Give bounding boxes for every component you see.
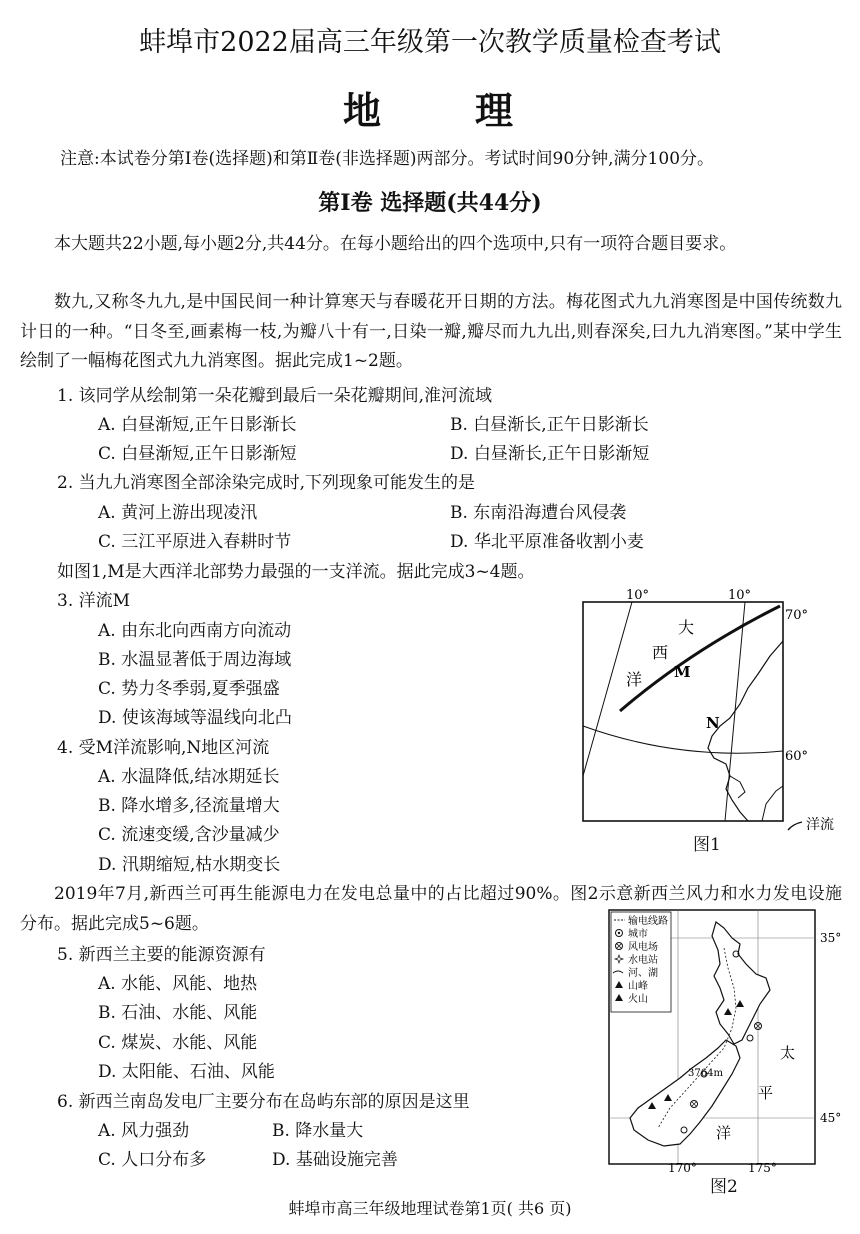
question-1-option-b: B. 白昼渐长,正午日影渐长 (450, 415, 649, 435)
fig2-legend-volcano: 火山 (628, 994, 648, 1005)
question-3-option-b: B. 水温显著低于周边海域 (98, 650, 292, 670)
question-5-option-c: C. 煤炭、水能、风能 (98, 1033, 258, 1053)
fig1-char-xi: 西 (652, 643, 669, 662)
section-heading: 第Ⅰ卷 选择题(共44分) (318, 190, 542, 216)
question-1-option-a: A. 白昼渐短,正午日影渐长 (98, 415, 297, 435)
question-5-option-b: B. 石油、水能、风能 (98, 1003, 258, 1023)
fig2-legend-river-lake: 河、湖 (628, 968, 658, 979)
fig2-legend-city: 城市 (628, 929, 648, 940)
question-5-stem: 5. 新西兰主要的能源资源有 (57, 945, 266, 965)
question-3-stem: 3. 洋流M (57, 591, 131, 611)
question-1-stem: 1. 该同学从绘制第一朵花瓣到最后一朵花瓣期间,淮河流域 (57, 386, 493, 406)
question-2-option-c: C. 三江平原进入春耕时节 (98, 532, 292, 552)
fig2-char-yang: 洋 (716, 1124, 732, 1142)
question-5-option-d: D. 太阳能、石油、风能 (98, 1062, 275, 1082)
figure-2-caption: 图2 (710, 1177, 738, 1197)
fig1-char-da: 大 (678, 618, 695, 637)
subject-char-1: 地 (342, 88, 385, 133)
subject-title (0, 80, 860, 135)
passage-2: 如图1,M是大西洋北部势力最强的一支洋流。据此完成3~4题。 (57, 562, 535, 582)
question-2-option-a: A. 黄河上游出现凌汛 (98, 503, 258, 523)
question-6-option-d: D. 基础设施完善 (272, 1150, 398, 1170)
page-footer: 蚌埠市高三年级地理试卷第1页( 共6 页) (288, 1199, 572, 1218)
question-6-option-a: A. 风力强劲 (98, 1121, 190, 1141)
question-4-option-c: C. 流速变缓,含沙量减少 (98, 825, 280, 845)
question-4-option-a: A. 水温降低,结冰期延长 (98, 767, 280, 787)
question-3-option-d: D. 使该海域等温线向北凸 (98, 708, 292, 728)
fig2-lat-45-label: 45° (820, 1111, 842, 1125)
fig2-char-tai: 太 (780, 1044, 796, 1062)
question-6-option-c: C. 人口分布多 (98, 1150, 207, 1170)
fig2-lon-175-label: 175° (748, 1161, 777, 1174)
subject-char-2: 理 (475, 88, 518, 133)
question-2-stem: 2. 当九九消寒图全部涂染完成时,下列现象可能发生的是 (57, 473, 476, 493)
question-4-option-d: D. 汛期缩短,枯水期变长 (98, 855, 281, 875)
question-1-option-c: C. 白昼渐短,正午日影渐短 (98, 444, 297, 464)
question-5-option-a: A. 水能、风能、地热 (98, 974, 258, 994)
exam-notice: 注意:本试卷分第Ⅰ卷(选择题)和第Ⅱ卷(非选择题)两部分。考试时间90分钟,满分100分。 (60, 149, 715, 169)
question-4-option-b: B. 降水增多,径流量增大 (98, 796, 280, 816)
fig2-lat-35-label: 35° (820, 931, 842, 945)
figure-1-map (580, 586, 850, 856)
exam-title: 蚌埠市2022届高三年级第一次教学质量检查考试 (139, 27, 721, 58)
figure-2-map (608, 908, 848, 1174)
fig2-legend-power-line: 输电线路 (628, 916, 668, 927)
fig1-lon-label-left: 10° (626, 588, 650, 603)
passage-3: 2019年7月,新西兰可再生能源电力在发电总量中的占比超过90%。图2示意新西兰风力和水力发电设施分布。据此完成5~6题。 (20, 884, 842, 934)
question-6-stem: 6. 新西兰南岛发电厂主要分布在岛屿东部的原因是这里 (57, 1092, 470, 1112)
instructions: 本大题共22小题,每小题2分,共44分。在每小题给出的四个选项中,只有一项符合题目要求。 (54, 234, 737, 254)
fig2-char-ping: 平 (758, 1084, 774, 1102)
question-2-option-d: D. 华北平原准备收割小麦 (450, 532, 644, 552)
fig1-lon-label-right: 10° (728, 588, 752, 603)
passage-1: 数九,又称冬九九,是中国民间一种计算寒天与春暖花开日期的方法。梅花图式九九消寒图是中国传统数九计日的一种。“日冬至,画素梅一枝,为瓣八十有一,日染一瓣,瓣尽而九九出,则春深矣,曰九九消寒图。”某中学生绘制了一幅梅花图式九九消寒图。据此完成1~2题。 (20, 292, 842, 371)
question-3-option-c: C. 势力冬季弱,夏季强盛 (98, 679, 280, 699)
question-3-option-a: A. 由东北向西南方向流动 (98, 621, 292, 641)
fig2-peak-height: 3764m (688, 1068, 723, 1079)
fig2-legend-peak: 山峰 (628, 981, 648, 992)
fig1-lat-70-label: 70° (785, 608, 809, 623)
question-6-option-b: B. 降水量大 (272, 1121, 364, 1141)
fig2-legend-hydro-station: 水电站 (628, 955, 658, 966)
question-4-stem: 4. 受M洋流影响,N地区河流 (57, 738, 270, 758)
question-2-option-b: B. 东南沿海遭台风侵袭 (450, 503, 627, 523)
fig1-char-yang: 洋 (626, 670, 643, 689)
figure-1-caption: 图1 (693, 835, 721, 855)
fig2-legend-wind-farm: 风电场 (628, 942, 658, 953)
fig1-legend-current: 洋流 (806, 817, 834, 833)
fig1-label-m: M (674, 663, 691, 681)
fig2-lon-170-label: 170° (668, 1161, 697, 1174)
question-1-option-d: D. 白昼渐长,正午日影渐短 (450, 444, 650, 464)
fig1-label-n: N (706, 714, 720, 732)
fig1-lat-60-label: 60° (785, 749, 809, 764)
